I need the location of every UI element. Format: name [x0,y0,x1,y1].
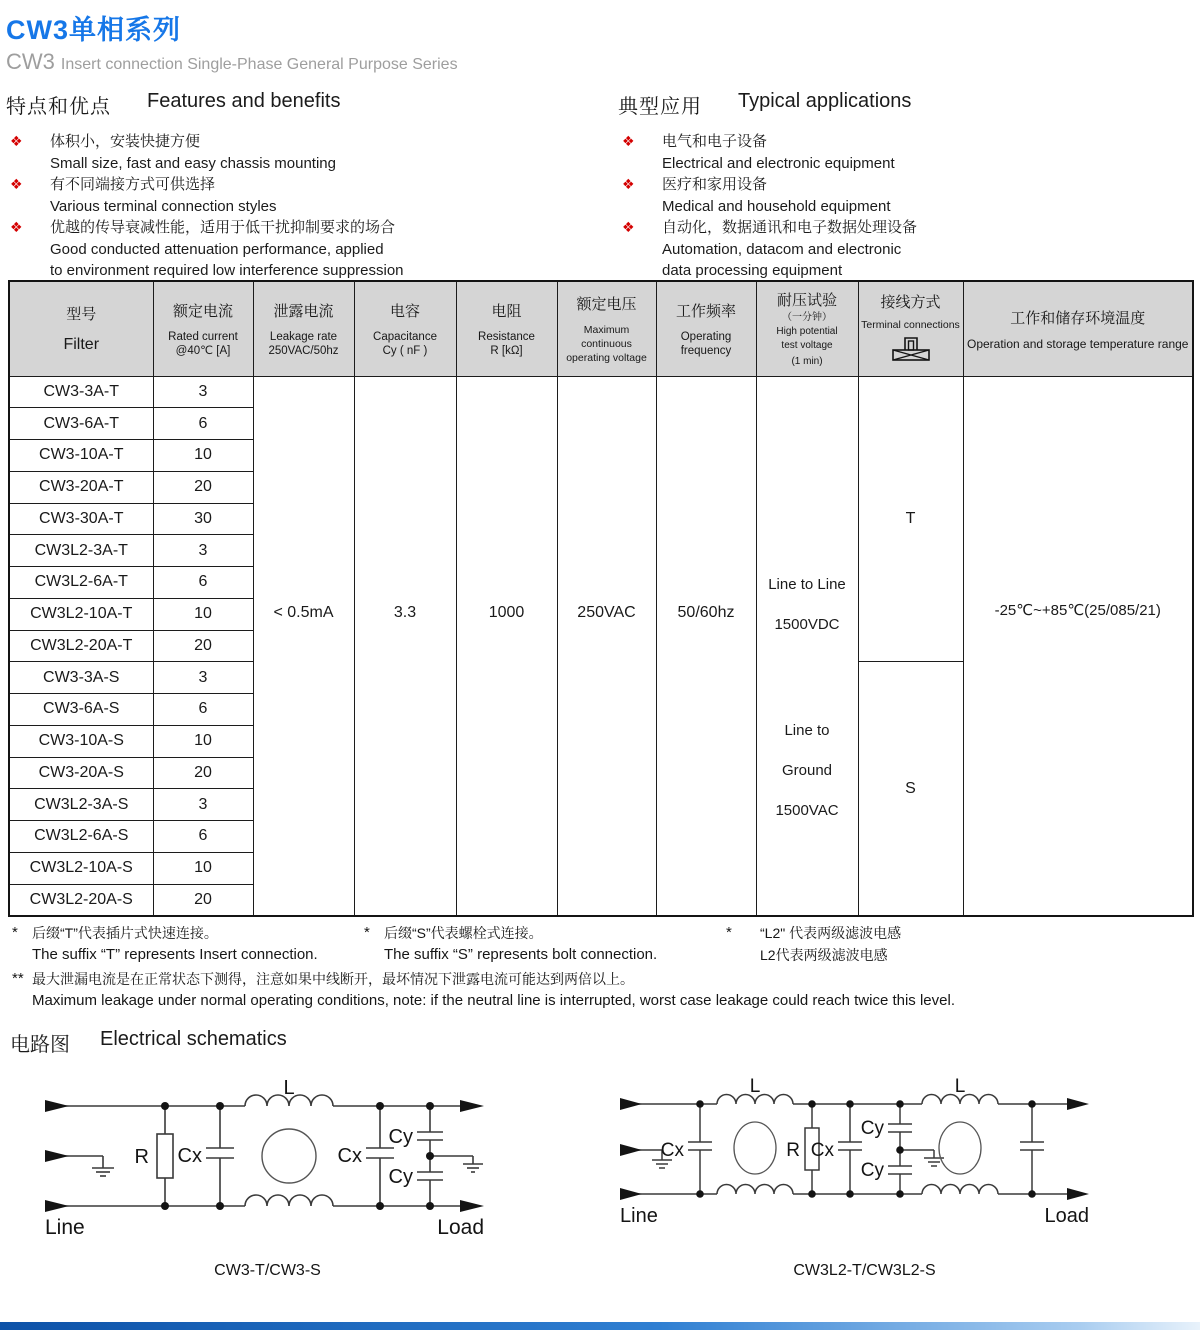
temperature-cell: -25℃~+85℃(25/085/21) [963,376,1193,916]
footnote-l2: * “L2" 代表两级滤波电感 L2代表两级滤波电感 [726,924,902,963]
leakage-cell: < 0.5mA [253,376,354,916]
model-cell: CW3-3A-T [9,376,153,408]
header-voltage: 额定电压 Maximum continuous operating voltage [557,281,656,376]
diamond-bullet-icon: ❖ [10,176,23,192]
feature-zh: 体积小，安装快捷方便 [50,133,201,150]
table-row: CW3-6A-T 6 [9,408,1193,440]
label-inductor: L [283,1078,295,1099]
table-row: CW3-10A-S 10 [9,725,1193,757]
label-cap-x: Cx [177,1145,202,1167]
subtitle-text: Insert connection Single-Phase General Purpose Series [60,56,458,73]
label-cap-x: Cx [810,1140,834,1161]
header-current: 额定电流 Rated current @40℃ [A] [153,281,253,376]
table-row: CW3-6A-S 6 [9,694,1193,726]
features-heading-zh: 特点和优点 [6,96,111,118]
table-row: CW3-3A-S 3 S [9,662,1193,694]
label-resistor: R [134,1146,149,1168]
schematic-cw3 [35,1078,500,1238]
application-en: Medical and household equipment [662,197,891,215]
capacitance-cell: 3.3 [354,376,456,916]
label-cap-x: Cx [660,1140,684,1161]
table-row: CW3L2-6A-T 6 [9,567,1193,599]
terminal-s-cell: S [858,662,963,916]
table-row: CW3L2-10A-S 10 [9,852,1193,884]
schematics-heading-zh: 电路图 [10,1034,70,1056]
application-en2: data processing equipment [662,262,843,279]
feature-en2: to environment required low interference suppression [50,262,404,279]
header-resistance: 电阻 Resistance R [kΩ] [456,281,557,376]
table-row: CW3-20A-T 20 [9,471,1193,503]
header-capacitance: 电容 Capacitance Cy ( nF ) [354,281,456,376]
application-en: Electrical and electronic equipment [662,154,895,172]
table-row: CW3L2-20A-T 20 [9,630,1193,662]
label-cap-y: Cy [388,1126,413,1148]
page-subtitle [6,49,458,75]
schematic-caption-cw3: CW3-T/CW3-S [214,1262,321,1279]
footnote-s: * 后缀“S”代表螺栓式连接。 The suffix “S” represents bolt connection. [364,924,658,963]
label-line: Line [620,1205,658,1227]
applications-section [618,90,1194,282]
feature-item [6,131,618,174]
schematics-heading [10,1028,287,1057]
resistance-cell: 1000 [456,376,557,916]
application-item [618,174,1194,217]
label-cap-y: Cy [860,1160,884,1181]
schematic-caption-cw3l2: CW3L2-T/CW3L2-S [793,1262,936,1279]
header-temperature: 工作和储存环境温度 Operation and storage temperature range [963,281,1193,376]
diamond-bullet-icon: ❖ [622,219,635,235]
title-block [6,8,458,75]
label-cap-x: Cx [337,1145,362,1167]
footnote-t: * 后缀“T”代表插片式快速连接。 The suffix “T” represents Insert connection. [12,924,318,963]
applications-heading-en: Typical applications [738,90,912,112]
label-inductor: L [954,1078,966,1097]
label-cap-y: Cy [388,1166,413,1188]
footer-accent-bar [0,1322,1200,1330]
spec-table [8,280,1194,917]
footnotes [8,922,1196,1012]
table-row: CW3L2-10A-T 10 [9,598,1193,630]
terminal-connections-icon [890,335,932,362]
schematics-heading-en: Electrical schematics [100,1028,287,1050]
table-row: CW3L2-6A-S 6 [9,821,1193,853]
table-row [9,376,1193,408]
feature-zh: 有不同端接方式可供选择 [50,176,216,193]
application-zh: 自动化，数据通讯和电子数据处理设备 [662,219,918,236]
table-row: CW3L2-3A-T 3 [9,535,1193,567]
diamond-bullet-icon: ❖ [622,176,635,192]
feature-zh: 优越的传导衰减性能，适用于低干扰抑制要求的场合 [50,219,396,236]
applications-heading [618,90,1194,119]
application-item [618,217,1194,282]
voltage-cell: 250VAC [557,376,656,916]
feature-item [6,217,618,282]
current-cell: 3 [153,376,253,408]
label-line: Line [45,1216,85,1238]
label-cap-y: Cy [860,1118,884,1139]
table-header-row [9,281,1193,376]
schematic-cw3l2 [612,1078,1117,1228]
feature-en: Good conducted attenuation performance, applied [50,240,384,258]
feature-en: Various terminal connection styles [50,197,277,215]
hipot-cell: Line to Line 1500VDC Line to Ground 1500VAC [756,376,858,916]
header-leakage: 泄露电流 Leakage rate 250VAC/50hz [253,281,354,376]
table-row: CW3-10A-T 10 [9,440,1193,472]
label-load: Load [1044,1205,1089,1227]
series-code: CW3 [6,49,55,74]
header-hipot: 耐压试验 （一分钟） High potential test voltage (1 min) [756,281,858,376]
header-terminal: 接线方式 Terminal connections [858,281,963,376]
application-en: Automation, datacom and electronic [662,240,902,258]
page-title: CW3单相系列 [6,15,181,45]
application-item [618,131,1194,174]
applications-list [618,131,1194,282]
frequency-cell: 50/60hz [656,376,756,916]
table-row: CW3-30A-T 30 [9,503,1193,535]
header-frequency: 工作频率 Operating frequency [656,281,756,376]
table-row: CW3L2-3A-S 3 [9,789,1193,821]
diamond-bullet-icon: ❖ [10,133,23,149]
features-section [6,90,618,282]
terminal-t-cell: T [858,376,963,662]
label-load: Load [437,1216,484,1238]
intro-columns [6,90,1194,282]
table-row: CW3L2-20A-S 20 [9,884,1193,916]
diamond-bullet-icon: ❖ [10,219,23,235]
features-list [6,131,618,282]
feature-en: Small size, fast and easy chassis mounting [50,154,336,172]
label-resistor: R [786,1140,800,1161]
label-inductor: L [749,1078,761,1097]
footnote-leakage: ** 最大泄漏电流是在正常状态下测得，注意如果中线断开，最坏情况下泄露电流可能达到两倍以上。 Maximum leakage under normal operating conditions, note: if the neutral line is interrupted, worst case leakage could reach twice this level. [12,970,955,1009]
feature-item [6,174,618,217]
diamond-bullet-icon: ❖ [622,133,635,149]
application-zh: 电气和电子设备 [662,133,768,150]
features-heading-en: Features and benefits [147,90,341,112]
applications-heading-zh: 典型应用 [618,96,702,118]
header-model: 型号 Filter [9,281,153,376]
features-heading [6,90,618,119]
table-row: CW3-20A-S 20 [9,757,1193,789]
application-zh: 医疗和家用设备 [662,176,768,193]
